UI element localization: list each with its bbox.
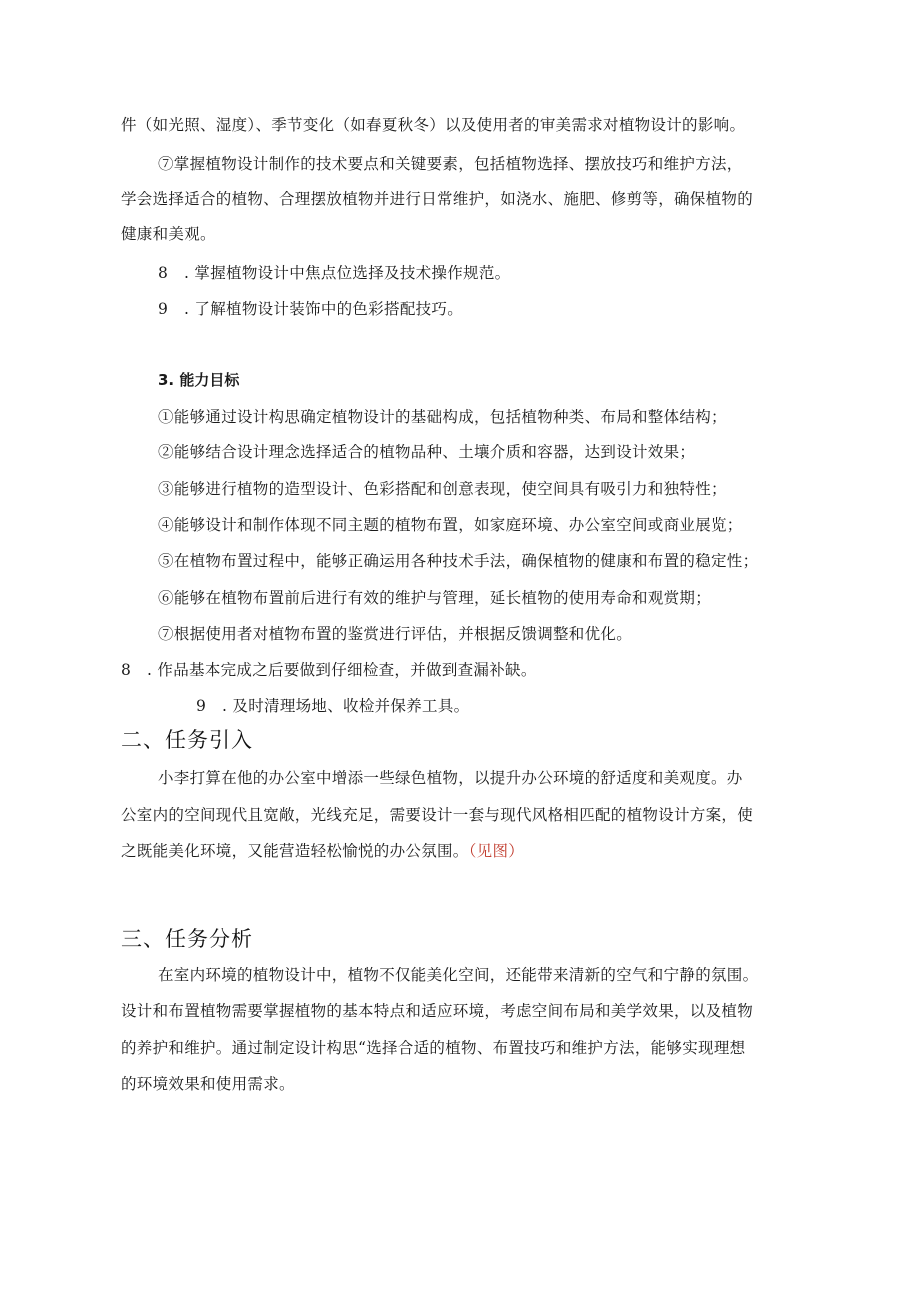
paragraph-text: 之既能美化环境，又能营造轻松愉悦的办公氛围。 bbox=[121, 842, 469, 860]
section-heading: 三、任务分析 bbox=[121, 927, 253, 951]
paragraph-line: 设计和布置植物需要掌握植物的基本特点和适应环境，考虑空间布局和美学效果，以及植物 bbox=[121, 1002, 754, 1020]
paragraph-line: 小李打算在他的办公室中增添一些绿色植物，以提升办公环境的舒适度和美观度。办 bbox=[158, 769, 743, 787]
paragraph-line: 公室内的空间现代且宽敞，光线充足，需要设计一套与现代风格相匹配的植物设计方案，使 bbox=[121, 806, 754, 824]
paragraph-line: 在室内环境的植物设计中，植物不仅能美化空间，还能带来清新的空气和宁静的氛围。 bbox=[158, 966, 759, 984]
section-subheading: 3. 能力目标 bbox=[158, 371, 240, 389]
paragraph-line: 的环境效果和使用需求。 bbox=[121, 1075, 295, 1093]
list-item: 8 . 掌握植物设计中焦点位选择及技术操作规范。 bbox=[158, 264, 511, 282]
list-item: ⑦根据使用者对植物布置的鉴赏进行评估，并根据反馈调整和优化。 bbox=[158, 625, 633, 643]
text-line: 件（如光照、湿度）、季节变化（如春夏秋冬）以及使用者的审美需求对植物设计的影响。 bbox=[121, 116, 746, 134]
list-item: 8 . 作品基本完成之后要做到仔细检查，并做到查漏补缺。 bbox=[121, 661, 537, 679]
list-item: ①能够通过设计构思确定植物设计的基础构成，包括植物种类、布局和整体结构； bbox=[158, 408, 727, 426]
text-line: 健康和美观。 bbox=[121, 225, 216, 243]
section-heading: 二、任务引入 bbox=[121, 728, 253, 752]
list-item: ⑤在植物布置过程中，能够正确运用各种技术手法，确保植物的健康和布置的稳定性； bbox=[158, 552, 759, 570]
list-item: 9 . 了解植物设计装饰中的色彩搭配技巧。 bbox=[158, 300, 464, 318]
see-figure-link: （见图） bbox=[468, 842, 525, 860]
list-item: ③能够进行植物的造型设计、色彩搭配和创意表现，使空间具有吸引力和独特性； bbox=[158, 480, 727, 498]
list-item: ⑥能够在植物布置前后进行有效的维护与管理，延长植物的使用寿命和观赏期； bbox=[158, 589, 712, 607]
list-item: ②能够结合设计理念选择适合的植物品种、土壤介质和容器，达到设计效果； bbox=[158, 443, 696, 461]
paragraph-line bbox=[121, 840, 524, 862]
list-item: ⑦掌握植物设计制作的技术要点和关键要素，包括植物选择、摆放技巧和维护方法， bbox=[158, 155, 743, 173]
list-item: 9 . 及时清理场地、收检并保养工具。 bbox=[196, 697, 470, 715]
paragraph-line: 的养护和维护。通过制定设计构思“选择合适的植物、布置技巧和维护方法，能够实现理想 bbox=[121, 1039, 746, 1057]
list-item: ④能够设计和制作体现不同主题的植物布置，如家庭环境、办公室空间或商业展览； bbox=[158, 516, 743, 534]
text-line: 学会选择适合的植物、合理摆放植物并进行日常维护，如浇水、施肥、修剪等，确保植物的 bbox=[121, 190, 754, 208]
